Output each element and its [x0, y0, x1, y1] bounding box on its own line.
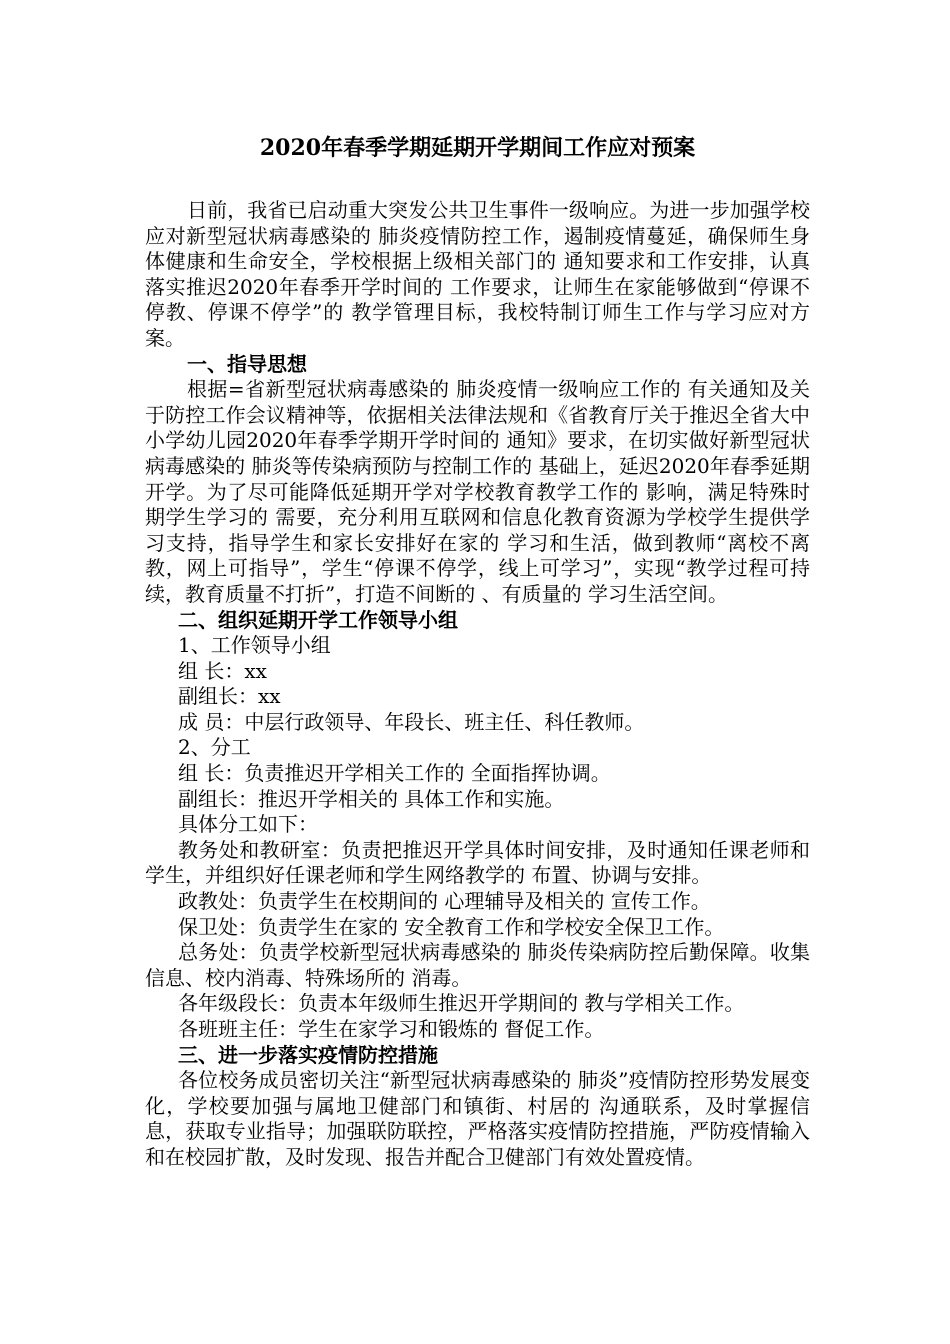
leader-duty-line: 组 长：负责推迟开学相关工作的 全面指挥协调。: [178, 761, 611, 786]
group-leader-line: 组 长：xx: [178, 658, 267, 683]
section-heading-guiding-thought: 一、指导思想: [187, 351, 307, 376]
general-affairs-duty-paragraph: 总务处：负责学校新型冠状病毒感染的 肺炎传染病防控后勤保障。收集信息、校内消毒、特殊场所的 消毒。: [145, 940, 810, 990]
subheading-division-of-labor: 2、分工: [178, 735, 251, 760]
duty-intro-line: 具体分工如下：: [178, 812, 318, 837]
members-line: 成 员：中层行政领导、年段长、班主任、科任教师。: [178, 709, 645, 734]
intro-paragraph: 日前，我省已启动重大突发公共卫生事件一级响应。为进一步加强学校应对新型冠状病毒感染的 肺炎疫情防控工作，遏制疫情蔓延，确保师生身体健康和生命安全，学校根据上级相关部门的 通知要求和工作安排，认真落实推迟2020年春季开学时间的 工作要求，让师生在家能够做到“停课不停教、停课不停学”的 教学管理目标，我校特制订师生工作与学习应对方案。: [145, 198, 810, 350]
academic-affairs-duty-paragraph: 教务处和教研室：负责把推迟开学具体时间安排，及时通知任课老师和学生，并组织好任课老师和学生网络教学的 布置、协调与安排。: [145, 837, 810, 888]
prevention-measures-paragraph: 各位校务成员密切关注“新型冠状病毒感染的 肺炎”疫情防控形势发展变化，学校要加强与属地卫健部门和镇街、村居的 沟通联系，及时掌握信息，获取专业指导；加强联防联控，严格落实疫情防控措施，严防疫情输入和在校园扩散，及时发现、报告并配合卫健部门有效处置疫情。: [145, 1068, 810, 1169]
security-office-duty-line: 保卫处：负责学生在家的 安全教育工作和学校安全保卫工作。: [178, 914, 725, 939]
vice-leader-duty-line: 副组长：推迟开学相关的 具体工作和实施。: [178, 786, 565, 811]
class-teacher-duty-line: 各班班主任：学生在家学习和锻炼的 督促工作。: [178, 1017, 605, 1041]
section-heading-leadership-group: 二、组织延期开学工作领导小组: [178, 607, 458, 632]
vice-leader-line: 副组长：xx: [178, 684, 281, 709]
grade-leader-duty-line: 各年级段长：负责本年级师生推迟开学期间的 教与学相关工作。: [178, 991, 745, 1016]
document-title: 2020年春季学期延期开学期间工作应对预案: [259, 135, 696, 161]
section-heading-prevention-measures: 三、进一步落实疫情防控措施: [178, 1042, 438, 1067]
guiding-thought-paragraph: 根据=省新型冠状病毒感染的 肺炎疫情一级响应工作的 有关通知及关于防控工作会议精神等，依据相关法律法规和《省教育厅关于推迟全省大中小学幼儿园2020年春季学期开学时间的 通知》要求，在切实做好新型冠状病毒感染的 肺炎等传染病预防与控制工作的 基础上，延迟2020年春季延期开学。为了尽可能降低延期开学对学校教育教学工作的 影响，满足特殊时期学生学习的 需要，充分利用互联网和信息化教育资源为学校学生提供学习支持，指导学生和家长安排好在家的 学习和生活，做到教师“离校不离教，网上可指导”，学生“停课不停学，线上可学习”，实现“教学过程可持续，教育质量不打折”，打造不间断的 、有质量的 学习生活空间。: [145, 377, 810, 606]
subheading-working-group: 1、工作领导小组: [178, 633, 331, 658]
political-office-duty-line: 政教处：负责学生在校期间的 心理辅导及相关的 宣传工作。: [178, 889, 711, 914]
document-page: [145, 133, 810, 1171]
